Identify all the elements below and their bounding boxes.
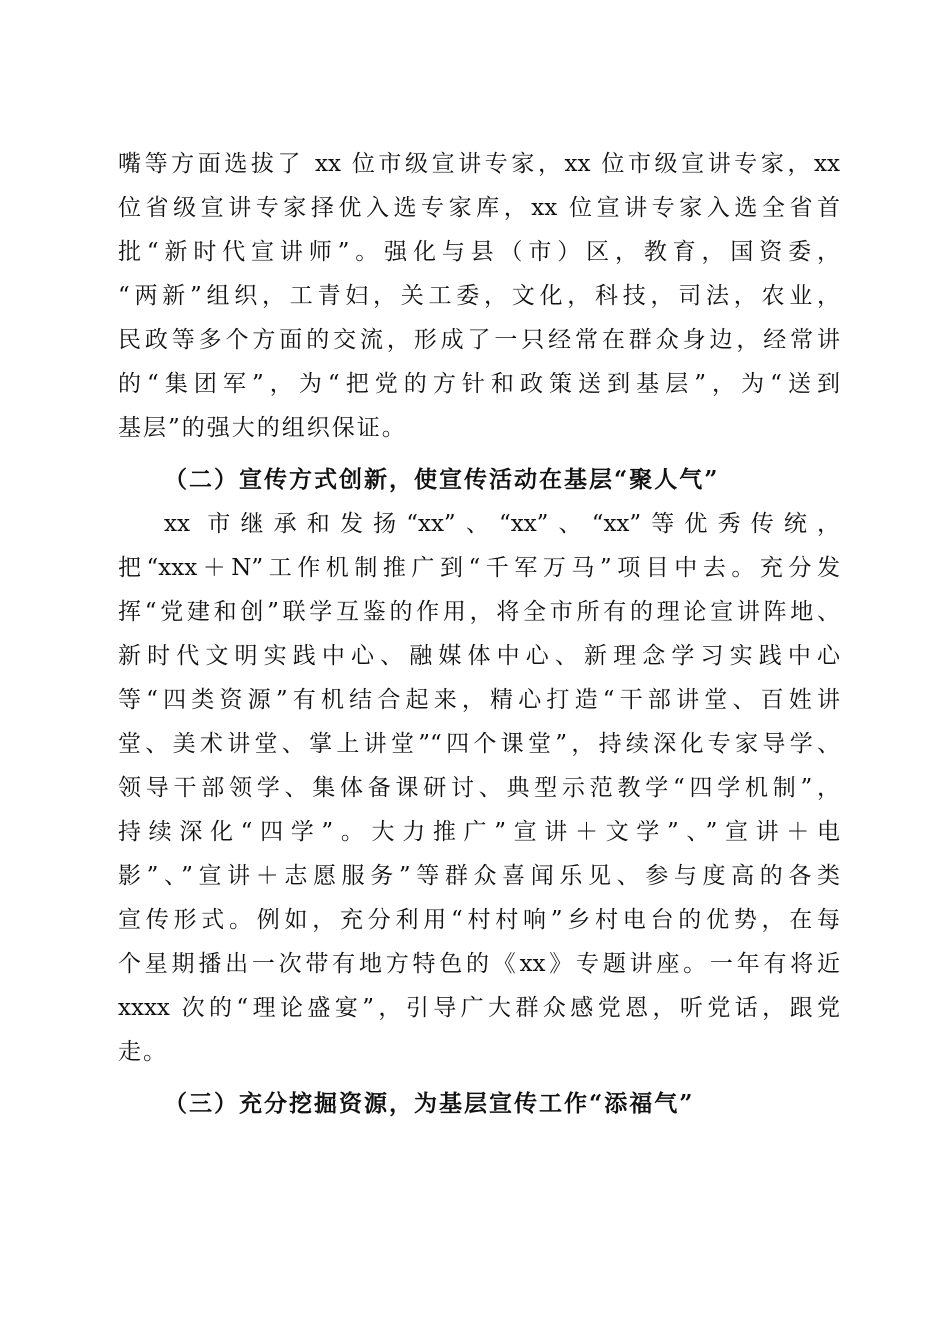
text-line: 持续深化“四学”。大力推广”宣讲＋文学”、”宣讲＋电 — [118, 819, 840, 845]
text-line: 堂、美术讲堂、掌上讲堂”“四个课堂”，持续深化专家导学、 — [118, 731, 840, 757]
text-line: 位省级宣讲专家择优入选专家库，xx 位宣讲专家入选全省首 — [118, 195, 840, 221]
text-line: 民政等多个方面的交流，形成了一只经常在群众身边，经常讲 — [118, 327, 840, 353]
paragraph-1 — [118, 142, 840, 450]
text-line: “两新”组织，工青妇，关工委，文化，科技，司法，农业， — [118, 283, 840, 309]
text-line: 把“xxx＋N”工作机制推广到“千军万马”项目中去。充分发 — [118, 555, 840, 581]
text-line: 批“新时代宣讲师”。强化与县（市）区，教育，国资委， — [118, 239, 840, 265]
text-line: 的“集团军”，为“把党的方针和政策送到基层”，为“送到 — [118, 371, 840, 397]
text-line: 等“四类资源”有机结合起来，精心打造“干部讲堂、百姓讲 — [118, 687, 840, 713]
text-line: 影”、”宣讲＋志愿服务”等群众喜闻乐见、参与度高的各类 — [118, 863, 840, 889]
section-heading-3: （三）充分挖掘资源，为基层宣传工作“添福气” — [164, 1090, 695, 1117]
text-line: 个星期播出一次带有地方特色的《xx》专题讲座。一年有将近 — [118, 951, 840, 977]
text-line: 领导干部领学、集体备课研讨、典型示范教学“四学机制”， — [118, 775, 840, 801]
text-line: 走。 — [118, 1039, 168, 1065]
text-line: 宣传形式。例如，充分利用“村村响”乡村电台的优势，在每 — [118, 907, 840, 933]
text-line: 基层”的强大的组织保证。 — [118, 415, 407, 441]
paragraph-2 — [118, 502, 840, 1074]
text-line: xxxx 次的“理论盛宴”，引导广大群众感党恩，听党话，跟党 — [118, 995, 840, 1021]
text-line: xx 市继承和发扬“xx”、“xx”、“xx”等优秀传统， — [164, 511, 840, 537]
text-line: 嘴等方面选拔了 xx 位市级宣讲专家，xx 位市级宣讲专家，xx — [118, 151, 840, 177]
text-line: 挥“党建和创”联学互鉴的作用，将全市所有的理论宣讲阵地、 — [118, 599, 840, 625]
document-page — [118, 142, 840, 1126]
text-line: 新时代文明实践中心、融媒体中心、新理念学习实践中心 — [118, 643, 840, 669]
section-heading-2: （二）宣传方式创新，使宣传活动在基层“聚人气” — [164, 466, 720, 493]
